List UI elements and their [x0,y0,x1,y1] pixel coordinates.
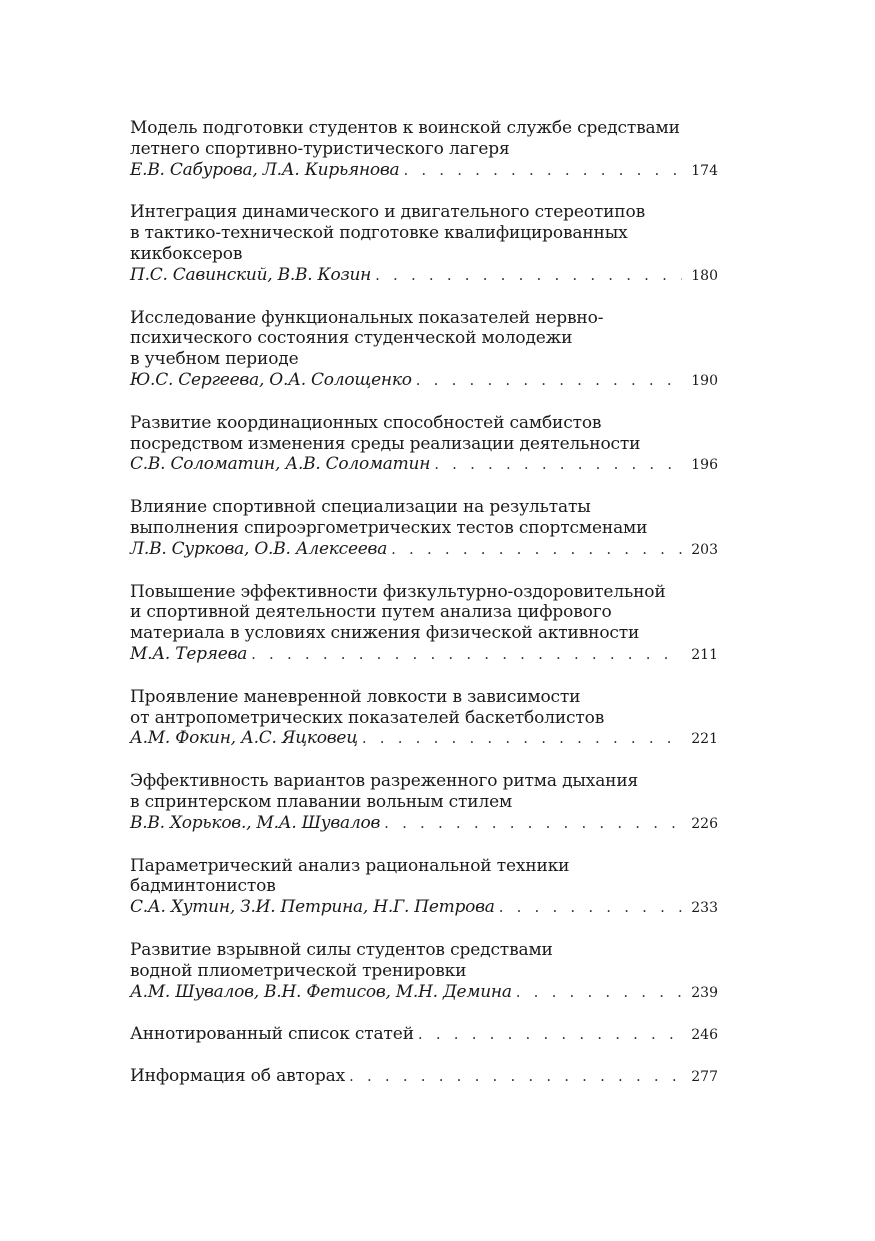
entry-authors: Ю.С. Сергеева, О.А. Солощенко [130,369,412,390]
toc-entry[interactable] [130,582,718,666]
entry-page-number: 233 [691,900,718,917]
entry-authors: П.С. Савинский, В.В. Козин [130,264,372,285]
entry-author-line [130,813,718,835]
toc-entry[interactable] [130,497,718,560]
entry-author-line [130,370,718,392]
entry-page-number: 190 [691,372,718,389]
entry-page-number: 211 [691,646,718,663]
entry-author-line [130,897,718,919]
entry-title-line: в спринтерском плавании вольным стилем [130,791,513,812]
dot-leader [499,897,682,918]
toc-entry[interactable] [130,413,718,476]
entry-title-line: психического состояния студенческой молодежи [130,328,573,349]
dot-leader [416,370,682,391]
entry-title-line: и спортивной деятельности путем анализа цифрового [130,602,612,623]
entry-author-line [130,265,718,287]
toc-entry[interactable] [130,771,718,834]
toc-entry[interactable] [130,940,718,1003]
entry-title-line: кикбоксеров [130,243,243,264]
entry-author-line [130,539,718,561]
entry-authors: Л.В. Суркова, О.В. Алексеева [130,538,388,559]
toc-entry[interactable] [130,687,718,750]
toc-entry[interactable] [130,202,718,286]
entry-title-line: бадминтонистов [130,876,276,897]
entry-authors: С.А. Хутин, З.И. Петрина, Н.Г. Петрова [130,897,495,918]
dot-leader [391,539,682,560]
entry-title-line: Повышение эффективности физкультурно-оздоровительной [130,581,666,602]
entry-page-number: 246 [691,1027,718,1044]
entry-authors: М.А. Теряева [130,643,248,664]
entry-title-line: в учебном периоде [130,349,299,370]
dot-leader [362,728,682,749]
dot-leader [375,265,682,286]
entry-title-line: Влияние спортивной специализации на результаты [130,497,591,518]
dot-leader [384,813,682,834]
dot-leader [418,1024,682,1045]
entry-author-line [130,728,718,750]
entry-single-line [130,1024,718,1046]
entry-page-number: 277 [691,1069,718,1086]
entry-author-line [130,160,718,182]
entry-page-number: 174 [691,162,718,179]
table-of-contents [130,118,718,1108]
toc-entry-annotated-list[interactable] [130,1024,718,1046]
toc-entry[interactable] [130,308,718,392]
dot-leader [516,982,682,1003]
entry-title-line: Эффективность вариантов разреженного ритма дыхания [130,771,639,792]
entry-page-number: 239 [691,984,718,1001]
entry-title-line: Исследование функциональных показателей нервно- [130,307,604,328]
entry-title-line: Модель подготовки студентов к воинской службе средствами [130,118,680,138]
entry-page-number: 180 [691,267,718,284]
entry-authors: Е.В. Сабурова, Л.А. Кирьянова [130,159,400,180]
entry-author-line [130,982,718,1004]
entry-label: Аннотированный список статей [130,1024,414,1045]
entry-title-line: Развитие взрывной силы студентов средствами [130,939,553,960]
entry-title-line: материала в условиях снижения физической активности [130,623,640,644]
entry-title-line: от антропометрических показателей баскетболистов [130,707,605,728]
dot-leader [434,454,682,475]
entry-page-number: 203 [691,541,718,558]
entry-page-number: 221 [691,731,718,748]
entry-single-line [130,1066,718,1088]
entry-authors: А.М. Шувалов, В.Н. Фетисов, М.Н. Демина [130,981,512,1002]
entry-title-line: Интеграция динамического и двигательного стереотипов [130,202,645,223]
toc-entry[interactable] [130,856,718,919]
entry-author-line [130,454,718,476]
toc-entry[interactable] [130,118,718,181]
entry-title-line: Проявление маневренной ловкости в зависимости [130,686,581,707]
toc-entry-author-info[interactable] [130,1066,718,1088]
entry-title-line: Развитие координационных способностей самбистов [130,412,602,433]
entry-title-line: Параметрический анализ рациональной техники [130,855,570,876]
entry-title-line: в тактико-технической подготовке квалифицированных [130,223,628,244]
dot-leader [403,160,682,181]
dot-leader [251,644,682,665]
entry-authors: С.В. Соломатин, А.В. Соломатин [130,454,431,475]
dot-leader [349,1066,682,1087]
entry-title-line: летнего спортивно-туристического лагеря [130,138,510,159]
entry-page-number: 226 [691,815,718,832]
entry-title-line: водной плиометрической тренировки [130,960,467,981]
entry-authors: А.М. Фокин, А.С. Яцковец [130,728,358,749]
entry-title-line: посредством изменения среды реализации деятельности [130,433,641,454]
entry-author-line [130,644,718,666]
entry-page-number: 196 [691,457,718,474]
entry-label: Информация об авторах [130,1066,346,1087]
entry-authors: В.В. Хорьков., М.А. Шувалов [130,812,381,833]
entry-title-line: выполнения спироэргометрических тестов спортсменами [130,517,648,538]
